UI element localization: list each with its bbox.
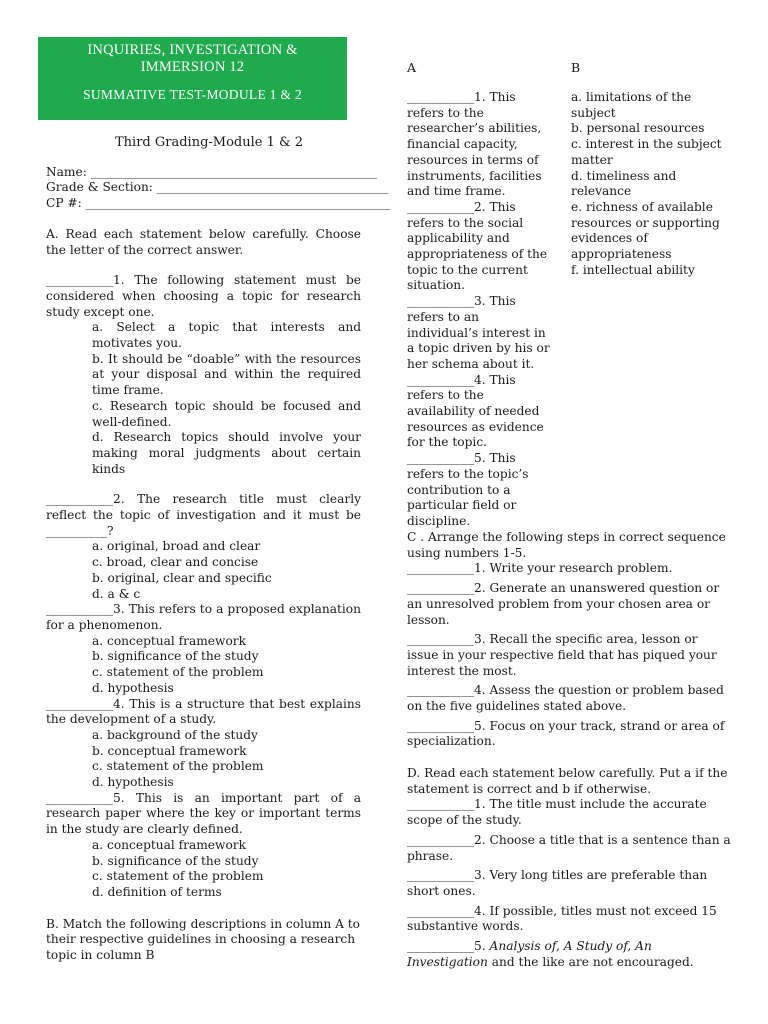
section-d-instruction: D. Read each statement below carefully. Put a if the statement is correct and b if otherwise. [407,766,728,796]
column-a-item: ___________5. This refers to the topic’s contribution to a particular field or discipline. [407,451,529,528]
question-a3-option: a. conceptual framework [92,633,247,648]
sequence-item: ___________1. Write your research problem. [407,561,673,576]
question-a4-option: a. background of the study [92,727,258,742]
item5-blank: ___________5. [407,939,490,954]
sequence-item: ___________4. Assess the question or problem based on the five guidelines stated above. [407,683,724,714]
student-info [46,164,391,212]
column-b-item: f. intellectual ability [571,262,695,277]
item5-suffix: and the like are not encouraged. [487,954,694,969]
column-b-heading: B [571,60,581,75]
grade-section-field: Grade & Section: ______________________________________ [46,180,389,195]
question-a2: ___________2. The research title must clearly reflect the topic of investigation and it must be __________? [46,492,361,538]
column-a-item: ___________1. This refers to the researcher’s abilities, financial capacity, resources in terms of instruments, facilities and time frame. [407,90,542,199]
course-title-line2: IMMERSION 12 [140,59,245,75]
column-a-item: ___________4. This refers to the availability of needed resources as evidence for the topic. [407,372,544,450]
column-a-heading: A [407,60,417,75]
sequence-item: ___________3. Recall the specific area, lesson or issue in your respective field that has piqued your interest the most. [407,632,717,678]
question-a3: ___________3. This refers to a proposed explanation for a phenomenon. [46,602,361,632]
question-a1-option-b: b. It should be “doable” with the resources at your disposal and within the required time frame. [92,351,361,398]
sequence-item: ___________2. Generate an unanswered question or an unresolved problem from your chosen area or lesson. [407,581,720,627]
question-a2-option: b. original, clear and specific [92,570,272,585]
title-banner [38,37,347,120]
column-b-item: d. timeliness and relevance [571,168,677,199]
column-b-item: b. personal resources [571,121,705,136]
question-a5: ___________5. This is an important part of a research paper where the key or important terms in the study are clearly defined. [46,790,361,837]
question-a4-option: b. conceptual framework [92,743,247,758]
question-a3-option: d. hypothesis [92,680,174,695]
question-a3-option: b. significance of the study [92,649,259,664]
item5-italic-phrase: Analysis of, A Study of, An Investigation [407,939,652,969]
true-false-item: ___________2. Choose a title that is a sentence than a phrase. [407,832,731,863]
true-false-item: ___________3. Very long titles are preferable than short ones. [407,868,708,898]
question-a3-option: c. statement of the problem [92,665,264,680]
true-false-item-5 [407,939,732,970]
test-title: SUMMATIVE TEST-MODULE 1 & 2 [83,87,302,102]
column-b-item: e. richness of available resources or supporting evidences of appropriateness [571,199,720,262]
column-b-list [571,90,731,278]
question-a5-option: d. definition of terms [92,884,222,899]
course-title-line1: INQUIRIES, INVESTIGATION & [87,42,298,58]
column-a-list [407,90,552,530]
question-a1-option-a: a. Select a topic that interests and motivates you. [92,320,361,351]
question-a2-option: d. a & c [92,586,141,601]
question-a1-option-c: c. Research topic should be focused and well-defined. [92,398,361,429]
question-a2-option: c. broad, clear and concise [92,555,259,570]
question-a5-option: a. conceptual framework [92,837,247,852]
true-false-item: ___________1. The title must include the accurate scope of the study. [407,797,707,828]
question-a4: ___________4. This is a structure that best explains the development of a study. [46,696,361,727]
column-b-item: a. limitations of the subject [571,90,692,120]
question-a5-option: b. significance of the study [92,853,259,868]
grading-period: Third Grading-Module 1 & 2 [115,135,303,150]
column-b-item: c. interest in the subject matter [571,137,722,167]
question-a1: ___________1. The following statement must be considered when choosing a topic for research study except one. [46,273,361,319]
sequence-item: ___________5. Focus on your track, strand or area of specialization. [407,718,725,749]
name-field: Name: _______________________________________________ [46,164,378,179]
column-a-item: ___________3. This refers to an individual’s interest in a topic driven by his or her schema about it. [407,294,550,371]
question-a4-option: d. hypothesis [92,775,174,790]
left-column [46,135,391,964]
section-a-instruction: A. Read each statement below carefully. Choose the letter of the correct answer. [46,226,361,257]
course-title [38,42,347,76]
cp-field: CP #: __________________________________________________ [46,196,391,211]
question-a4-option: c. statement of the problem [92,759,264,774]
section-c-instruction: C . Arrange the following steps in correct sequence using numbers 1-5. [407,530,726,560]
question-a5-option: c. statement of the problem [92,869,264,884]
question-a2-option: a. original, broad and clear [92,539,261,554]
column-a-item: ___________2. This refers to the social applicability and appropriateness of the topic to the current situation. [407,199,548,293]
true-false-item: ___________4. If possible, titles must not exceed 15 substantive words. [407,903,717,934]
question-a1-option-d: d. Research topics should involve your making moral judgments about certain kinds [92,430,361,476]
section-b-instruction: B. Match the following descriptions in column A to their respective guidelines in choosing a research topic in column B [46,916,361,963]
section-c [407,530,732,750]
section-d [407,766,732,970]
